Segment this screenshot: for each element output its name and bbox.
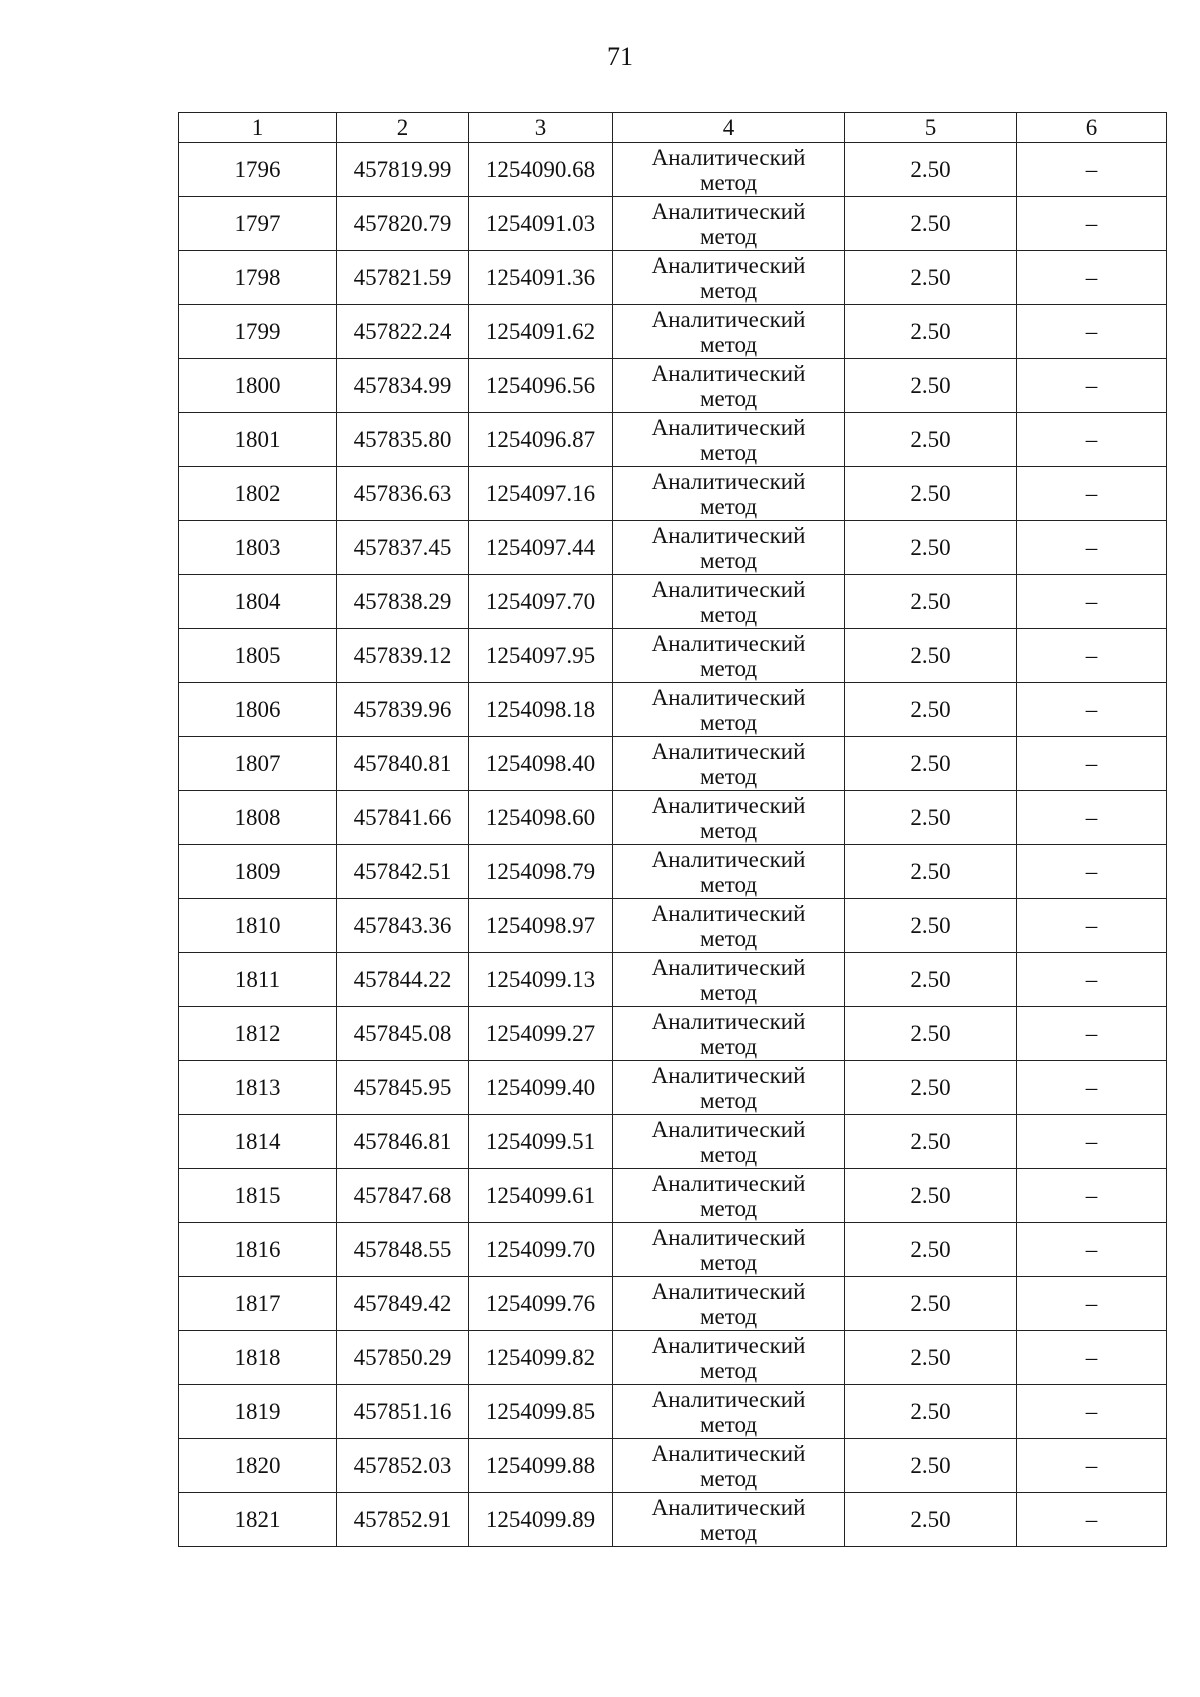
y-coordinate-cell: 1254097.44	[469, 521, 613, 575]
page-number: 71	[607, 42, 633, 71]
accuracy-cell: 2.50	[845, 1439, 1017, 1493]
method-cell: Аналитический метод	[613, 1115, 845, 1169]
y-coordinate-cell: 1254098.79	[469, 845, 613, 899]
accuracy-cell: 2.50	[845, 1331, 1017, 1385]
column-header: 2	[337, 113, 469, 143]
y-coordinate-cell: 1254098.97	[469, 899, 613, 953]
note-cell: –	[1017, 953, 1167, 1007]
y-coordinate-cell: 1254099.70	[469, 1223, 613, 1277]
point-number-cell: 1820	[179, 1439, 337, 1493]
table-row	[179, 197, 1167, 251]
x-coordinate-cell: 457845.08	[337, 1007, 469, 1061]
note-cell: –	[1017, 845, 1167, 899]
table-row	[179, 1115, 1167, 1169]
table-row	[179, 791, 1167, 845]
accuracy-cell: 2.50	[845, 521, 1017, 575]
accuracy-cell: 2.50	[845, 899, 1017, 953]
table-row	[179, 1277, 1167, 1331]
point-number-cell: 1819	[179, 1385, 337, 1439]
point-number-cell: 1798	[179, 251, 337, 305]
x-coordinate-cell: 457839.96	[337, 683, 469, 737]
y-coordinate-cell: 1254099.88	[469, 1439, 613, 1493]
accuracy-cell: 2.50	[845, 1493, 1017, 1547]
accuracy-cell: 2.50	[845, 1007, 1017, 1061]
y-coordinate-cell: 1254097.70	[469, 575, 613, 629]
x-coordinate-cell: 457820.79	[337, 197, 469, 251]
note-cell: –	[1017, 359, 1167, 413]
x-coordinate-cell: 457852.03	[337, 1439, 469, 1493]
x-coordinate-cell: 457836.63	[337, 467, 469, 521]
note-cell: –	[1017, 467, 1167, 521]
y-coordinate-cell: 1254091.62	[469, 305, 613, 359]
accuracy-cell: 2.50	[845, 305, 1017, 359]
method-cell: Аналитический метод	[613, 1439, 845, 1493]
method-cell: Аналитический метод	[613, 683, 845, 737]
y-coordinate-cell: 1254099.76	[469, 1277, 613, 1331]
table-row	[179, 1439, 1167, 1493]
x-coordinate-cell: 457851.16	[337, 1385, 469, 1439]
method-cell: Аналитический метод	[613, 1277, 845, 1331]
point-number-cell: 1818	[179, 1331, 337, 1385]
point-number-cell: 1807	[179, 737, 337, 791]
accuracy-cell: 2.50	[845, 143, 1017, 197]
note-cell: –	[1017, 629, 1167, 683]
method-cell: Аналитический метод	[613, 1007, 845, 1061]
table-row	[179, 899, 1167, 953]
table-row	[179, 521, 1167, 575]
table-row	[179, 737, 1167, 791]
note-cell: –	[1017, 1277, 1167, 1331]
table-row	[179, 845, 1167, 899]
method-cell: Аналитический метод	[613, 629, 845, 683]
note-cell: –	[1017, 1331, 1167, 1385]
y-coordinate-cell: 1254091.03	[469, 197, 613, 251]
accuracy-cell: 2.50	[845, 251, 1017, 305]
table-row	[179, 575, 1167, 629]
x-coordinate-cell: 457843.36	[337, 899, 469, 953]
note-cell: –	[1017, 791, 1167, 845]
method-cell: Аналитический метод	[613, 197, 845, 251]
column-header: 3	[469, 113, 613, 143]
y-coordinate-cell: 1254099.27	[469, 1007, 613, 1061]
point-number-cell: 1805	[179, 629, 337, 683]
x-coordinate-cell: 457850.29	[337, 1331, 469, 1385]
method-cell: Аналитический метод	[613, 1385, 845, 1439]
method-cell: Аналитический метод	[613, 953, 845, 1007]
note-cell: –	[1017, 1385, 1167, 1439]
note-cell: –	[1017, 305, 1167, 359]
note-cell: –	[1017, 251, 1167, 305]
note-cell: –	[1017, 521, 1167, 575]
accuracy-cell: 2.50	[845, 1115, 1017, 1169]
method-cell: Аналитический метод	[613, 1493, 845, 1547]
x-coordinate-cell: 457847.68	[337, 1169, 469, 1223]
column-header: 6	[1017, 113, 1167, 143]
point-number-cell: 1797	[179, 197, 337, 251]
point-number-cell: 1804	[179, 575, 337, 629]
accuracy-cell: 2.50	[845, 575, 1017, 629]
point-number-cell: 1796	[179, 143, 337, 197]
note-cell: –	[1017, 1439, 1167, 1493]
point-number-cell: 1815	[179, 1169, 337, 1223]
table-row	[179, 1007, 1167, 1061]
point-number-cell: 1812	[179, 1007, 337, 1061]
method-cell: Аналитический метод	[613, 305, 845, 359]
note-cell: –	[1017, 899, 1167, 953]
y-coordinate-cell: 1254099.85	[469, 1385, 613, 1439]
note-cell: –	[1017, 575, 1167, 629]
note-cell: –	[1017, 1115, 1167, 1169]
point-number-cell: 1821	[179, 1493, 337, 1547]
table-row	[179, 251, 1167, 305]
y-coordinate-cell: 1254099.82	[469, 1331, 613, 1385]
note-cell: –	[1017, 737, 1167, 791]
method-cell: Аналитический метод	[613, 1223, 845, 1277]
accuracy-cell: 2.50	[845, 953, 1017, 1007]
method-cell: Аналитический метод	[613, 737, 845, 791]
y-coordinate-cell: 1254098.40	[469, 737, 613, 791]
method-cell: Аналитический метод	[613, 251, 845, 305]
y-coordinate-cell: 1254096.56	[469, 359, 613, 413]
table-row	[179, 413, 1167, 467]
point-number-cell: 1813	[179, 1061, 337, 1115]
x-coordinate-cell: 457844.22	[337, 953, 469, 1007]
accuracy-cell: 2.50	[845, 845, 1017, 899]
method-cell: Аналитический метод	[613, 791, 845, 845]
method-cell: Аналитический метод	[613, 521, 845, 575]
point-number-cell: 1806	[179, 683, 337, 737]
table-row	[179, 953, 1167, 1007]
note-cell: –	[1017, 197, 1167, 251]
y-coordinate-cell: 1254099.89	[469, 1493, 613, 1547]
y-coordinate-cell: 1254098.18	[469, 683, 613, 737]
point-number-cell: 1802	[179, 467, 337, 521]
x-coordinate-cell: 457835.80	[337, 413, 469, 467]
y-coordinate-cell: 1254099.51	[469, 1115, 613, 1169]
method-cell: Аналитический метод	[613, 359, 845, 413]
point-number-cell: 1808	[179, 791, 337, 845]
y-coordinate-cell: 1254097.95	[469, 629, 613, 683]
table-row	[179, 305, 1167, 359]
point-number-cell: 1803	[179, 521, 337, 575]
table-row	[179, 1385, 1167, 1439]
point-number-cell: 1811	[179, 953, 337, 1007]
point-number-cell: 1816	[179, 1223, 337, 1277]
accuracy-cell: 2.50	[845, 467, 1017, 521]
table-row	[179, 1493, 1167, 1547]
y-coordinate-cell: 1254098.60	[469, 791, 613, 845]
point-number-cell: 1809	[179, 845, 337, 899]
x-coordinate-cell: 457834.99	[337, 359, 469, 413]
x-coordinate-cell: 457839.12	[337, 629, 469, 683]
y-coordinate-cell: 1254091.36	[469, 251, 613, 305]
note-cell: –	[1017, 1493, 1167, 1547]
accuracy-cell: 2.50	[845, 737, 1017, 791]
table-row	[179, 143, 1167, 197]
x-coordinate-cell: 457849.42	[337, 1277, 469, 1331]
accuracy-cell: 2.50	[845, 1169, 1017, 1223]
x-coordinate-cell: 457842.51	[337, 845, 469, 899]
x-coordinate-cell: 457819.99	[337, 143, 469, 197]
x-coordinate-cell: 457840.81	[337, 737, 469, 791]
point-number-cell: 1800	[179, 359, 337, 413]
x-coordinate-cell: 457838.29	[337, 575, 469, 629]
y-coordinate-cell: 1254097.16	[469, 467, 613, 521]
accuracy-cell: 2.50	[845, 791, 1017, 845]
note-cell: –	[1017, 1007, 1167, 1061]
y-coordinate-cell: 1254099.13	[469, 953, 613, 1007]
point-number-cell: 1817	[179, 1277, 337, 1331]
y-coordinate-cell: 1254099.40	[469, 1061, 613, 1115]
x-coordinate-cell: 457845.95	[337, 1061, 469, 1115]
note-cell: –	[1017, 413, 1167, 467]
method-cell: Аналитический метод	[613, 467, 845, 521]
table-header-row	[179, 113, 1167, 143]
method-cell: Аналитический метод	[613, 899, 845, 953]
accuracy-cell: 2.50	[845, 1277, 1017, 1331]
accuracy-cell: 2.50	[845, 1223, 1017, 1277]
table-body	[179, 143, 1167, 1547]
table-row	[179, 1061, 1167, 1115]
method-cell: Аналитический метод	[613, 1061, 845, 1115]
point-number-cell: 1810	[179, 899, 337, 953]
x-coordinate-cell: 457841.66	[337, 791, 469, 845]
method-cell: Аналитический метод	[613, 845, 845, 899]
accuracy-cell: 2.50	[845, 1061, 1017, 1115]
note-cell: –	[1017, 143, 1167, 197]
x-coordinate-cell: 457821.59	[337, 251, 469, 305]
y-coordinate-cell: 1254096.87	[469, 413, 613, 467]
point-number-cell: 1799	[179, 305, 337, 359]
x-coordinate-cell: 457852.91	[337, 1493, 469, 1547]
x-coordinate-cell: 457822.24	[337, 305, 469, 359]
column-header: 4	[613, 113, 845, 143]
column-header: 5	[845, 113, 1017, 143]
coordinates-table	[178, 112, 1167, 1547]
column-header: 1	[179, 113, 337, 143]
table-row	[179, 629, 1167, 683]
y-coordinate-cell: 1254090.68	[469, 143, 613, 197]
y-coordinate-cell: 1254099.61	[469, 1169, 613, 1223]
table-row	[179, 1223, 1167, 1277]
table-row	[179, 467, 1167, 521]
point-number-cell: 1801	[179, 413, 337, 467]
note-cell: –	[1017, 1061, 1167, 1115]
table-row	[179, 1331, 1167, 1385]
accuracy-cell: 2.50	[845, 359, 1017, 413]
method-cell: Аналитический метод	[613, 575, 845, 629]
accuracy-cell: 2.50	[845, 413, 1017, 467]
note-cell: –	[1017, 1223, 1167, 1277]
method-cell: Аналитический метод	[613, 413, 845, 467]
accuracy-cell: 2.50	[845, 197, 1017, 251]
table-row	[179, 683, 1167, 737]
method-cell: Аналитический метод	[613, 1331, 845, 1385]
accuracy-cell: 2.50	[845, 683, 1017, 737]
x-coordinate-cell: 457848.55	[337, 1223, 469, 1277]
table-row	[179, 1169, 1167, 1223]
accuracy-cell: 2.50	[845, 629, 1017, 683]
method-cell: Аналитический метод	[613, 143, 845, 197]
method-cell: Аналитический метод	[613, 1169, 845, 1223]
note-cell: –	[1017, 683, 1167, 737]
x-coordinate-cell: 457837.45	[337, 521, 469, 575]
accuracy-cell: 2.50	[845, 1385, 1017, 1439]
x-coordinate-cell: 457846.81	[337, 1115, 469, 1169]
point-number-cell: 1814	[179, 1115, 337, 1169]
table-row	[179, 359, 1167, 413]
note-cell: –	[1017, 1169, 1167, 1223]
